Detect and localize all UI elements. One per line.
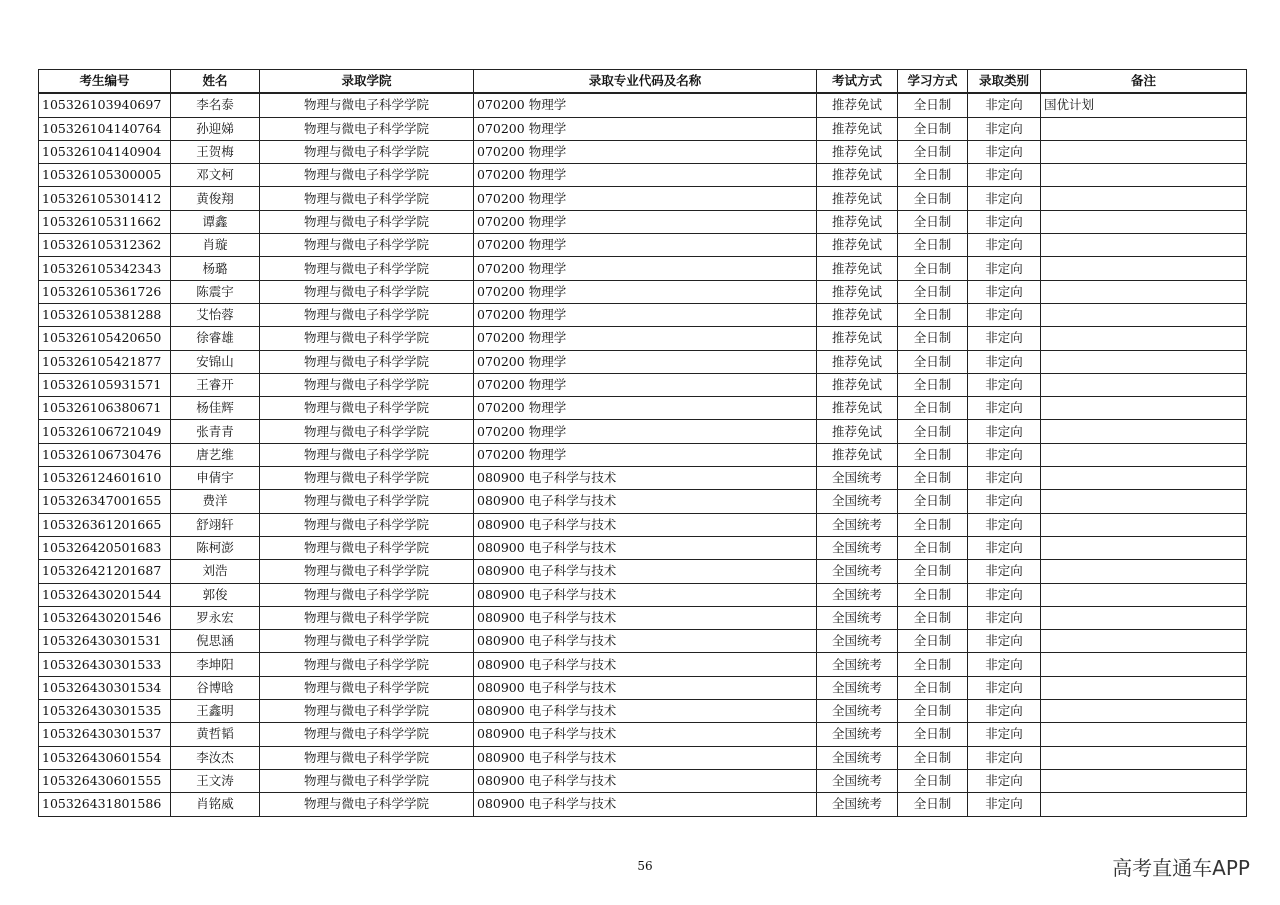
cell-admission-category: 非定向: [968, 397, 1041, 420]
cell-remark: [1041, 397, 1247, 420]
cell-candidate-id: 105326421201687: [39, 560, 171, 583]
cell-remark: [1041, 257, 1247, 280]
table-row: [39, 700, 1247, 723]
table-row: [39, 467, 1247, 490]
cell-study-mode: 全日制: [898, 630, 968, 653]
cell-exam-method: 全国统考: [817, 606, 898, 629]
cell-exam-method: 全国统考: [817, 700, 898, 723]
cell-college: 物理与微电子科学学院: [260, 140, 474, 163]
cell-exam-method: 推荐免试: [817, 443, 898, 466]
cell-study-mode: 全日制: [898, 303, 968, 326]
cell-candidate-id: 105326106730476: [39, 443, 171, 466]
table-row: [39, 606, 1247, 629]
table-row: [39, 560, 1247, 583]
cell-college: 物理与微电子科学学院: [260, 303, 474, 326]
cell-exam-method: 全国统考: [817, 746, 898, 769]
cell-candidate-id: 105326430201544: [39, 583, 171, 606]
cell-admission-category: 非定向: [968, 420, 1041, 443]
cell-study-mode: 全日制: [898, 560, 968, 583]
cell-college: 物理与微电子科学学院: [260, 746, 474, 769]
cell-major: 070200 物理学: [474, 117, 817, 140]
cell-study-mode: 全日制: [898, 140, 968, 163]
cell-remark: [1041, 676, 1247, 699]
cell-major: 070200 物理学: [474, 234, 817, 257]
cell-admission-category: 非定向: [968, 210, 1041, 233]
cell-name: 舒翊轩: [171, 513, 260, 536]
cell-name: 肖璇: [171, 234, 260, 257]
cell-study-mode: 全日制: [898, 536, 968, 559]
table-row: [39, 117, 1247, 140]
cell-study-mode: 全日制: [898, 490, 968, 513]
admission-table: [38, 69, 1247, 817]
cell-admission-category: 非定向: [968, 280, 1041, 303]
cell-remark: [1041, 187, 1247, 210]
cell-name: 王鑫明: [171, 700, 260, 723]
cell-name: 谭鑫: [171, 210, 260, 233]
cell-study-mode: 全日制: [898, 420, 968, 443]
table-row: [39, 280, 1247, 303]
cell-name: 罗永宏: [171, 606, 260, 629]
table-row: [39, 746, 1247, 769]
cell-exam-method: 推荐免试: [817, 187, 898, 210]
table-row: [39, 187, 1247, 210]
cell-remark: [1041, 793, 1247, 816]
cell-major: 080900 电子科学与技术: [474, 723, 817, 746]
cell-remark: [1041, 630, 1247, 653]
table-row: [39, 327, 1247, 350]
cell-admission-category: 非定向: [968, 117, 1041, 140]
cell-study-mode: 全日制: [898, 723, 968, 746]
cell-name: 李坤阳: [171, 653, 260, 676]
cell-candidate-id: 105326105421877: [39, 350, 171, 373]
cell-remark: [1041, 606, 1247, 629]
cell-college: 物理与微电子科学学院: [260, 327, 474, 350]
cell-admission-category: 非定向: [968, 257, 1041, 280]
cell-remark: [1041, 513, 1247, 536]
cell-major: 080900 电子科学与技术: [474, 630, 817, 653]
cell-name: 杨璐: [171, 257, 260, 280]
cell-candidate-id: 105326104140904: [39, 140, 171, 163]
cell-name: 孙迎娣: [171, 117, 260, 140]
cell-admission-category: 非定向: [968, 373, 1041, 396]
header-exam-method: 考试方式: [817, 70, 898, 94]
cell-admission-category: 非定向: [968, 234, 1041, 257]
cell-admission-category: 非定向: [968, 630, 1041, 653]
cell-exam-method: 推荐免试: [817, 280, 898, 303]
cell-major: 080900 电子科学与技术: [474, 769, 817, 792]
cell-study-mode: 全日制: [898, 117, 968, 140]
cell-candidate-id: 105326106721049: [39, 420, 171, 443]
cell-major: 070200 物理学: [474, 164, 817, 187]
cell-remark: [1041, 140, 1247, 163]
cell-major: 070200 物理学: [474, 350, 817, 373]
cell-remark: [1041, 280, 1247, 303]
cell-admission-category: 非定向: [968, 490, 1041, 513]
cell-major: 080900 电子科学与技术: [474, 583, 817, 606]
cell-college: 物理与微电子科学学院: [260, 653, 474, 676]
table-row: [39, 769, 1247, 792]
cell-candidate-id: 105326430601555: [39, 769, 171, 792]
cell-college: 物理与微电子科学学院: [260, 117, 474, 140]
table-row: [39, 373, 1247, 396]
page-number: 56: [637, 859, 653, 873]
cell-remark: [1041, 560, 1247, 583]
cell-major: 080900 电子科学与技术: [474, 606, 817, 629]
table-row: [39, 490, 1247, 513]
cell-candidate-id: 105326430601554: [39, 746, 171, 769]
header-name: 姓名: [171, 70, 260, 94]
table-row: [39, 630, 1247, 653]
table-row: [39, 583, 1247, 606]
cell-candidate-id: 105326105301412: [39, 187, 171, 210]
cell-study-mode: 全日制: [898, 397, 968, 420]
cell-exam-method: 推荐免试: [817, 373, 898, 396]
cell-name: 安锦山: [171, 350, 260, 373]
cell-name: 唐艺维: [171, 443, 260, 466]
cell-name: 邓文柯: [171, 164, 260, 187]
cell-name: 张青青: [171, 420, 260, 443]
cell-candidate-id: 105326431801586: [39, 793, 171, 816]
cell-exam-method: 全国统考: [817, 630, 898, 653]
cell-admission-category: 非定向: [968, 350, 1041, 373]
cell-college: 物理与微电子科学学院: [260, 513, 474, 536]
cell-name: 申倩宇: [171, 467, 260, 490]
cell-study-mode: 全日制: [898, 467, 968, 490]
cell-major: 080900 电子科学与技术: [474, 513, 817, 536]
cell-candidate-id: 105326124601610: [39, 467, 171, 490]
cell-study-mode: 全日制: [898, 373, 968, 396]
cell-study-mode: 全日制: [898, 327, 968, 350]
cell-candidate-id: 105326361201665: [39, 513, 171, 536]
cell-remark: [1041, 769, 1247, 792]
cell-candidate-id: 105326105311662: [39, 210, 171, 233]
header-study-mode: 学习方式: [898, 70, 968, 94]
cell-candidate-id: 105326420501683: [39, 536, 171, 559]
table-row: [39, 420, 1247, 443]
cell-exam-method: 全国统考: [817, 560, 898, 583]
cell-remark: [1041, 164, 1247, 187]
cell-admission-category: 非定向: [968, 560, 1041, 583]
cell-major: 070200 物理学: [474, 257, 817, 280]
cell-major: 070200 物理学: [474, 327, 817, 350]
cell-admission-category: 非定向: [968, 140, 1041, 163]
cell-exam-method: 推荐免试: [817, 397, 898, 420]
cell-college: 物理与微电子科学学院: [260, 583, 474, 606]
cell-study-mode: 全日制: [898, 187, 968, 210]
cell-name: 李名泰: [171, 93, 260, 117]
cell-admission-category: 非定向: [968, 164, 1041, 187]
cell-major: 080900 电子科学与技术: [474, 653, 817, 676]
cell-study-mode: 全日制: [898, 793, 968, 816]
cell-major: 070200 物理学: [474, 187, 817, 210]
cell-exam-method: 全国统考: [817, 513, 898, 536]
cell-exam-method: 全国统考: [817, 793, 898, 816]
cell-college: 物理与微电子科学学院: [260, 676, 474, 699]
cell-major: 070200 物理学: [474, 420, 817, 443]
table-row: [39, 234, 1247, 257]
cell-exam-method: 全国统考: [817, 536, 898, 559]
cell-study-mode: 全日制: [898, 746, 968, 769]
cell-admission-category: 非定向: [968, 513, 1041, 536]
cell-remark: [1041, 653, 1247, 676]
cell-college: 物理与微电子科学学院: [260, 490, 474, 513]
cell-name: 徐睿雄: [171, 327, 260, 350]
cell-remark: [1041, 303, 1247, 326]
cell-admission-category: 非定向: [968, 723, 1041, 746]
table-row: [39, 140, 1247, 163]
cell-major: 070200 物理学: [474, 373, 817, 396]
cell-major: 080900 电子科学与技术: [474, 490, 817, 513]
cell-exam-method: 推荐免试: [817, 327, 898, 350]
cell-name: 王文涛: [171, 769, 260, 792]
cell-college: 物理与微电子科学学院: [260, 793, 474, 816]
cell-college: 物理与微电子科学学院: [260, 373, 474, 396]
cell-study-mode: 全日制: [898, 700, 968, 723]
cell-exam-method: 全国统考: [817, 769, 898, 792]
cell-name: 陈震宇: [171, 280, 260, 303]
cell-name: 郭俊: [171, 583, 260, 606]
cell-major: 080900 电子科学与技术: [474, 676, 817, 699]
cell-major: 070200 物理学: [474, 210, 817, 233]
cell-name: 肖铭威: [171, 793, 260, 816]
cell-remark: [1041, 234, 1247, 257]
cell-study-mode: 全日制: [898, 443, 968, 466]
table-row: [39, 350, 1247, 373]
cell-exam-method: 推荐免试: [817, 303, 898, 326]
cell-exam-method: 推荐免试: [817, 93, 898, 117]
cell-major: 080900 电子科学与技术: [474, 560, 817, 583]
table-row: [39, 443, 1247, 466]
cell-major: 070200 物理学: [474, 397, 817, 420]
cell-remark: [1041, 583, 1247, 606]
cell-name: 谷博晗: [171, 676, 260, 699]
header-major: 录取专业代码及名称: [474, 70, 817, 94]
table-body: [39, 93, 1247, 816]
header-college: 录取学院: [260, 70, 474, 94]
cell-college: 物理与微电子科学学院: [260, 164, 474, 187]
cell-remark: [1041, 467, 1247, 490]
cell-exam-method: 推荐免试: [817, 420, 898, 443]
cell-major: 070200 物理学: [474, 280, 817, 303]
cell-admission-category: 非定向: [968, 606, 1041, 629]
cell-exam-method: 推荐免试: [817, 234, 898, 257]
cell-college: 物理与微电子科学学院: [260, 769, 474, 792]
cell-candidate-id: 105326430301533: [39, 653, 171, 676]
cell-exam-method: 全国统考: [817, 583, 898, 606]
cell-candidate-id: 105326105381288: [39, 303, 171, 326]
cell-admission-category: 非定向: [968, 93, 1041, 117]
cell-remark: [1041, 117, 1247, 140]
cell-admission-category: 非定向: [968, 187, 1041, 210]
cell-name: 费洋: [171, 490, 260, 513]
cell-exam-method: 全国统考: [817, 490, 898, 513]
cell-admission-category: 非定向: [968, 746, 1041, 769]
cell-remark: [1041, 490, 1247, 513]
cell-study-mode: 全日制: [898, 164, 968, 187]
cell-major: 080900 电子科学与技术: [474, 793, 817, 816]
table-row: [39, 210, 1247, 233]
cell-candidate-id: 105326105361726: [39, 280, 171, 303]
cell-exam-method: 全国统考: [817, 676, 898, 699]
cell-college: 物理与微电子科学学院: [260, 536, 474, 559]
cell-study-mode: 全日制: [898, 280, 968, 303]
cell-college: 物理与微电子科学学院: [260, 397, 474, 420]
cell-study-mode: 全日制: [898, 93, 968, 117]
cell-admission-category: 非定向: [968, 303, 1041, 326]
cell-candidate-id: 105326105342343: [39, 257, 171, 280]
cell-college: 物理与微电子科学学院: [260, 234, 474, 257]
cell-admission-category: 非定向: [968, 676, 1041, 699]
cell-study-mode: 全日制: [898, 653, 968, 676]
header-candidate-id: 考生编号: [39, 70, 171, 94]
cell-candidate-id: 105326430301535: [39, 700, 171, 723]
cell-remark: [1041, 443, 1247, 466]
cell-admission-category: 非定向: [968, 769, 1041, 792]
cell-study-mode: 全日制: [898, 513, 968, 536]
header-row: [39, 70, 1247, 94]
cell-study-mode: 全日制: [898, 606, 968, 629]
table-row: [39, 397, 1247, 420]
cell-major: 080900 电子科学与技术: [474, 536, 817, 559]
cell-remark: [1041, 327, 1247, 350]
cell-exam-method: 推荐免试: [817, 210, 898, 233]
cell-major: 080900 电子科学与技术: [474, 746, 817, 769]
cell-admission-category: 非定向: [968, 793, 1041, 816]
cell-candidate-id: 105326106380671: [39, 397, 171, 420]
cell-admission-category: 非定向: [968, 443, 1041, 466]
cell-remark: [1041, 746, 1247, 769]
header-remark: 备注: [1041, 70, 1247, 94]
cell-name: 刘浩: [171, 560, 260, 583]
cell-name: 李汝杰: [171, 746, 260, 769]
cell-exam-method: 推荐免试: [817, 257, 898, 280]
cell-candidate-id: 105326105300005: [39, 164, 171, 187]
cell-exam-method: 全国统考: [817, 723, 898, 746]
cell-remark: [1041, 700, 1247, 723]
cell-exam-method: 全国统考: [817, 653, 898, 676]
cell-college: 物理与微电子科学学院: [260, 257, 474, 280]
cell-study-mode: 全日制: [898, 769, 968, 792]
cell-college: 物理与微电子科学学院: [260, 187, 474, 210]
cell-candidate-id: 105326103940697: [39, 93, 171, 117]
cell-candidate-id: 105326105420650: [39, 327, 171, 350]
cell-admission-category: 非定向: [968, 467, 1041, 490]
header-admission-category: 录取类别: [968, 70, 1041, 94]
cell-remark: [1041, 420, 1247, 443]
table-row: [39, 653, 1247, 676]
cell-name: 黄哲韬: [171, 723, 260, 746]
cell-college: 物理与微电子科学学院: [260, 700, 474, 723]
cell-study-mode: 全日制: [898, 234, 968, 257]
cell-name: 王睿开: [171, 373, 260, 396]
table-row: [39, 536, 1247, 559]
cell-study-mode: 全日制: [898, 583, 968, 606]
cell-remark: [1041, 350, 1247, 373]
table-row: [39, 793, 1247, 816]
cell-admission-category: 非定向: [968, 583, 1041, 606]
table-row: [39, 93, 1247, 117]
cell-study-mode: 全日制: [898, 676, 968, 699]
cell-college: 物理与微电子科学学院: [260, 93, 474, 117]
cell-candidate-id: 105326105312362: [39, 234, 171, 257]
cell-study-mode: 全日制: [898, 210, 968, 233]
cell-college: 物理与微电子科学学院: [260, 606, 474, 629]
cell-candidate-id: 105326430301534: [39, 676, 171, 699]
cell-exam-method: 推荐免试: [817, 164, 898, 187]
cell-candidate-id: 105326347001655: [39, 490, 171, 513]
table-row: [39, 723, 1247, 746]
cell-study-mode: 全日制: [898, 257, 968, 280]
cell-remark: [1041, 536, 1247, 559]
cell-admission-category: 非定向: [968, 700, 1041, 723]
cell-remark: [1041, 373, 1247, 396]
cell-remark: [1041, 723, 1247, 746]
cell-major: 080900 电子科学与技术: [474, 700, 817, 723]
cell-name: 艾怡蓉: [171, 303, 260, 326]
cell-major: 070200 物理学: [474, 140, 817, 163]
cell-major: 070200 物理学: [474, 303, 817, 326]
watermark: 高考直通车APP: [1112, 856, 1250, 880]
cell-major: 070200 物理学: [474, 93, 817, 117]
cell-remark: 国优计划: [1041, 93, 1247, 117]
cell-admission-category: 非定向: [968, 653, 1041, 676]
cell-college: 物理与微电子科学学院: [260, 420, 474, 443]
cell-name: 王贺梅: [171, 140, 260, 163]
cell-admission-category: 非定向: [968, 327, 1041, 350]
cell-candidate-id: 105326105931571: [39, 373, 171, 396]
cell-college: 物理与微电子科学学院: [260, 280, 474, 303]
cell-college: 物理与微电子科学学院: [260, 467, 474, 490]
cell-college: 物理与微电子科学学院: [260, 210, 474, 233]
cell-remark: [1041, 210, 1247, 233]
cell-name: 倪思涵: [171, 630, 260, 653]
cell-admission-category: 非定向: [968, 536, 1041, 559]
table-row: [39, 164, 1247, 187]
cell-name: 黄俊翔: [171, 187, 260, 210]
table-row: [39, 676, 1247, 699]
cell-exam-method: 全国统考: [817, 467, 898, 490]
cell-college: 物理与微电子科学学院: [260, 443, 474, 466]
cell-exam-method: 推荐免试: [817, 350, 898, 373]
cell-study-mode: 全日制: [898, 350, 968, 373]
cell-name: 陈柯澎: [171, 536, 260, 559]
cell-name: 杨佳辉: [171, 397, 260, 420]
cell-candidate-id: 105326430301537: [39, 723, 171, 746]
cell-college: 物理与微电子科学学院: [260, 560, 474, 583]
cell-candidate-id: 105326104140764: [39, 117, 171, 140]
cell-candidate-id: 105326430301531: [39, 630, 171, 653]
cell-candidate-id: 105326430201546: [39, 606, 171, 629]
cell-college: 物理与微电子科学学院: [260, 350, 474, 373]
cell-exam-method: 推荐免试: [817, 117, 898, 140]
table-row: [39, 257, 1247, 280]
table-row: [39, 513, 1247, 536]
cell-college: 物理与微电子科学学院: [260, 723, 474, 746]
cell-exam-method: 推荐免试: [817, 140, 898, 163]
cell-major: 080900 电子科学与技术: [474, 467, 817, 490]
table-row: [39, 303, 1247, 326]
cell-major: 070200 物理学: [474, 443, 817, 466]
cell-college: 物理与微电子科学学院: [260, 630, 474, 653]
